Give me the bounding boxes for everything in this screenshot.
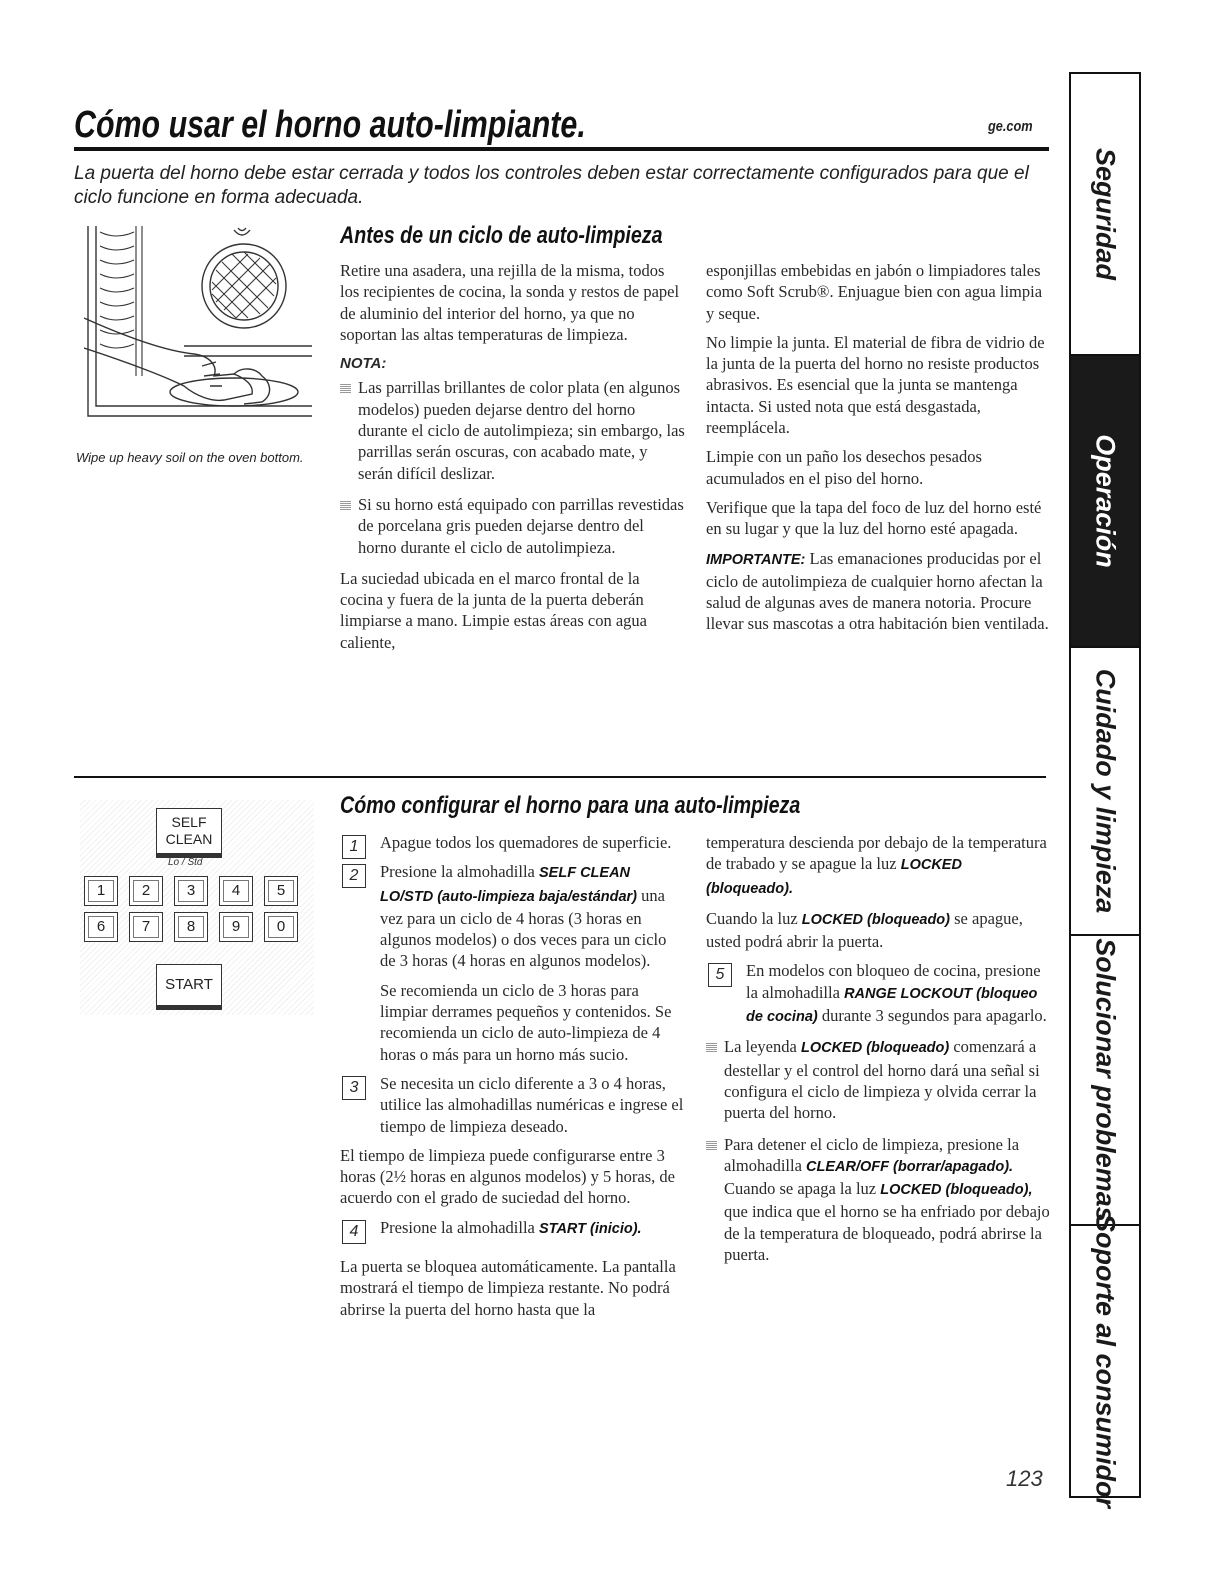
section2-right-column <box>706 832 1051 1275</box>
step-number: 4 <box>342 1220 366 1244</box>
tab-soporte-al-consumidor[interactable]: Soporte al consumidor <box>1090 1213 1121 1509</box>
digit-0-pad[interactable]: 0 <box>264 912 298 942</box>
list-item: Para detener el ciclo de limpieza, presione la almohadilla CLEAR/OFF (borrar/apagado). Cuando se apaga la luz LOCKED (bloqueado), que indica que el horno se ha enfriado por debajo de la temperatura de bloqueado, podrá abrirse la puerta. <box>706 1134 1051 1266</box>
paragraph: La puerta se bloquea automáticamente. La pantalla mostrará el tiempo de limpieza restante. No podrá abrirse la puerta del horno hasta que la <box>340 1257 676 1319</box>
section-sidebar <box>1069 72 1141 1509</box>
step-number: 5 <box>708 963 732 987</box>
section-heading-setup: Cómo configurar el horno para una auto-limpieza <box>340 792 801 819</box>
step-5: 5 En modelos con bloqueo de cocina, presione la almohadilla RANGE LOCKOUT (bloqueo de cocina) durante 3 segundos para apagarlo. <box>706 960 1051 1028</box>
lo-std-label: Lo / Std <box>168 857 203 868</box>
tab-solucionar-problemas[interactable]: Solucionar problemas <box>1071 936 1139 1226</box>
digit-1-pad[interactable]: 1 <box>84 876 118 906</box>
step-number: 3 <box>342 1076 366 1100</box>
tab-operacion[interactable]: Operación <box>1071 356 1139 648</box>
step-number: 2 <box>342 864 366 888</box>
paragraph: La suciedad ubicada en el marco frontal de la cocina y fuera de la junta de la puerta deberán limpiarse a mano. Limpie estas áreas con agua caliente, <box>340 568 647 652</box>
title-rule <box>74 147 1049 151</box>
paragraph: temperatura descienda por debajo de la temperatura de trabado y se apague la luz LOCKED (bloqueado). <box>706 833 1047 897</box>
digit-5-pad[interactable]: 5 <box>264 876 298 906</box>
section1-right-column <box>706 260 1051 643</box>
paragraph: Limpie con un paño los desechos pesados acumulados en el piso del horno. <box>706 447 982 488</box>
pad-underline <box>156 1006 222 1010</box>
bullet-icon <box>706 1140 717 1150</box>
step-4: 4 Presione la almohadilla START (inicio). <box>340 1217 685 1240</box>
paragraph: El tiempo de limpieza puede configurarse entre 3 horas (2½ horas en algunos modelos) y 5 horas, de acuerdo con el grado de suciedad del horno. <box>340 1145 675 1208</box>
page-number: 123 <box>1006 1466 1043 1491</box>
step-number: 1 <box>342 835 366 859</box>
tab-seguridad[interactable]: Seguridad <box>1071 74 1139 356</box>
digit-3-pad[interactable]: 3 <box>174 876 208 906</box>
step-3: 3 Se necesita un ciclo diferente a 3 o 4 horas, utilice las almohadillas numéricas e ingrese el tiempo de limpieza deseado. <box>340 1073 685 1137</box>
oven-cleaning-illustration <box>84 226 314 421</box>
digit-2-pad[interactable]: 2 <box>129 876 163 906</box>
section-divider <box>74 776 1046 778</box>
intro-text: La puerta del horno debe estar cerrada y todos los controles deben estar correctamente configurados para que el ciclo funcione en forma adecuada. <box>74 163 1029 208</box>
digit-8-pad[interactable]: 8 <box>174 912 208 942</box>
paragraph: Cuando la luz LOCKED (bloqueado) se apague, usted podrá abrir la puerta. <box>706 908 1023 952</box>
bullet-icon <box>706 1042 717 1052</box>
section-heading-before-cycle: Antes de un ciclo de auto-limpieza <box>340 222 663 249</box>
section2-left-column <box>340 832 685 1328</box>
digit-9-pad[interactable]: 9 <box>219 912 253 942</box>
nota-label: NOTA: <box>340 355 387 373</box>
importante-label: IMPORTANTE: <box>706 551 806 568</box>
digit-7-pad[interactable]: 7 <box>129 912 163 942</box>
figure-caption: Wipe up heavy soil on the oven bottom. <box>76 450 304 465</box>
tab-cuidado-y-limpieza[interactable]: Cuidado y limpieza <box>1071 648 1139 936</box>
section1-left-column <box>340 260 685 661</box>
digit-6-pad[interactable]: 6 <box>84 912 118 942</box>
step-2: 2 Presione la almohadilla SELF CLEAN LO/STD (auto-limpieza baja/estándar) una vez para un ciclo de 4 horas (3 horas en algunos modelos) o dos veces para un ciclo de 3 horas (4 horas en algunos modelos). Se recomienda un ciclo de 3 horas para limpiar derrames pequeños y contenidos. Se recomienda un ciclo de auto-limpieza de 4 horas o más para un horno más sucio. <box>340 861 685 1065</box>
bullet-icon <box>340 383 351 393</box>
importante-paragraph: IMPORTANTE: Las emanaciones producidas por el ciclo de autolimpieza de cualquier horno afectan la salud de algunas aves de manera notoria. Procure llevar sus mascotas a otra habitación bien ventilada. <box>706 548 1049 634</box>
step-1: 1 Apague todos los quemadores de superficie. <box>340 832 685 853</box>
step-2-note: Se recomienda un ciclo de 3 horas para limpiar derrames pequeños y contenidos. Se recomienda un ciclo de auto-limpieza de 4 horas o más para un horno más sucio. <box>380 980 672 1064</box>
digit-4-pad[interactable]: 4 <box>219 876 253 906</box>
page-title: Cómo usar el horno auto-limpiante. <box>74 104 586 146</box>
list-item: Las parrillas brillantes de color plata (en algunos modelos) pueden dejarse dentro del horno durante el ciclo de autolimpieza; sin embargo, las parrillas serán oscuras, con acabado mate, y serán difícil deslizar. <box>340 377 685 483</box>
paragraph: Verifique que la tapa del foco de luz del horno esté en su lugar y que la luz del horno esté apagada. <box>706 497 1042 539</box>
control-panel-illustration <box>80 800 314 1015</box>
start-pad[interactable]: START <box>156 964 222 1006</box>
list-item: Si su horno está equipado con parrillas revestidas de porcelana gris pueden dejarse dentro del horno durante el ciclo de autolimpieza. <box>340 494 685 558</box>
site-link[interactable]: ge.com <box>988 118 1033 135</box>
paragraph: No limpie la junta. El material de fibra de vidrio de la junta de la puerta del horno no resiste productos abrasivos. Es esencial que la junta se mantenga intacta. Si usted nota que está desgastada, reemplácela. <box>706 332 1045 438</box>
list-item: La leyenda LOCKED (bloqueado) comenzará a destellar y el control del horno dará una señal si configura el ciclo de limpieza y olvida cerrar la puerta del horno. <box>706 1036 1051 1123</box>
self-clean-pad[interactable]: SELF CLEAN <box>156 808 222 854</box>
paragraph: Retire una asadera, una rejilla de la misma, todos los recipientes de cocina, la sonda y restos de papel de aluminio del interior del horno, ya que no soportan las altas temperaturas de limpieza. <box>340 261 680 344</box>
bullet-icon <box>340 500 351 510</box>
paragraph: esponjillas embebidas en jabón o limpiadores tales como Soft Scrub®. Enjuague bien con agua limpia y seque. <box>706 261 1043 323</box>
